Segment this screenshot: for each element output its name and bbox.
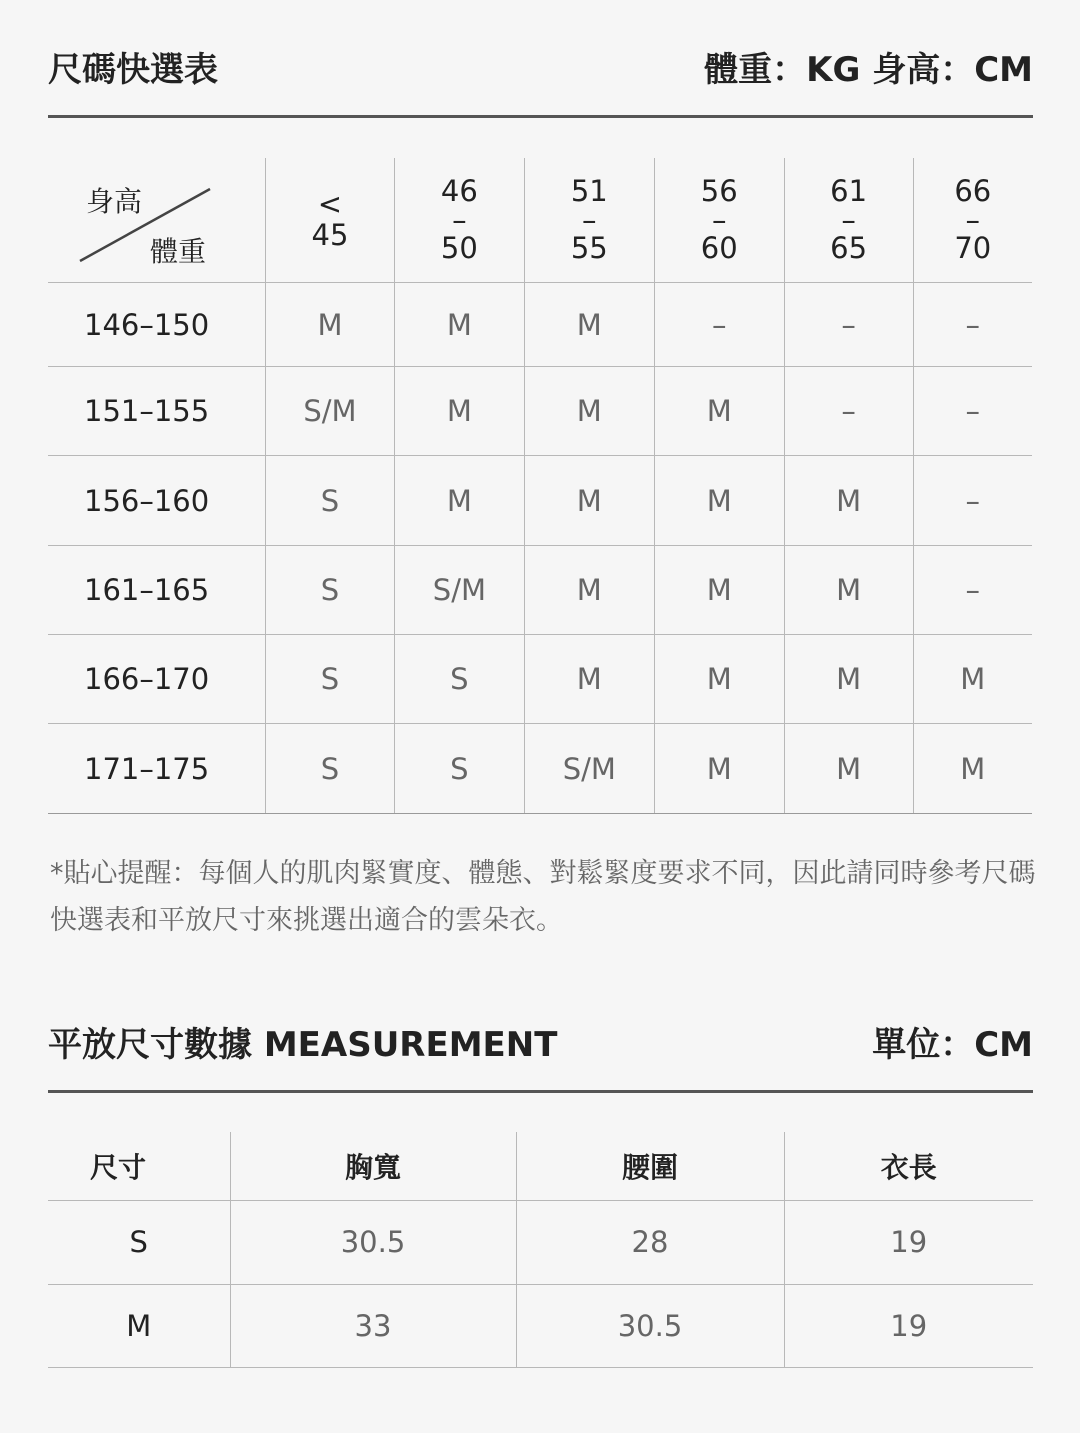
table-row	[48, 1284, 1033, 1367]
size-cell: M	[654, 456, 784, 546]
size-cell: M	[784, 546, 913, 635]
measurement-header	[48, 1015, 1033, 1067]
weight-top: 61	[830, 174, 868, 208]
size-cell: M	[654, 724, 784, 814]
weight-bottom: 55	[570, 231, 608, 265]
size-cell: M	[524, 283, 654, 367]
size-cell: M	[524, 546, 654, 635]
weight-dash: –	[711, 203, 727, 237]
corner-diagonal-line	[48, 158, 265, 282]
measurement-title: 平放尺寸數據 MEASUREMENT	[48, 1024, 558, 1065]
size-cell: –	[913, 367, 1032, 456]
weight-header-row	[48, 158, 1032, 283]
size-cell: M	[394, 456, 524, 546]
corner-weight-label: 體重	[150, 235, 207, 268]
size-cell: S/M	[394, 546, 524, 635]
weight-top: 46	[440, 174, 478, 208]
waist-value: 30.5	[516, 1284, 784, 1367]
height-range-label: 161–165	[48, 546, 266, 635]
size-cell: S	[266, 546, 395, 635]
size-cell: S/M	[524, 724, 654, 814]
size-cell: M	[394, 367, 524, 456]
size-label: S	[48, 1200, 230, 1284]
size-cell: M	[654, 546, 784, 635]
size-cell: M	[524, 367, 654, 456]
size-cell: M	[784, 456, 913, 546]
size-cell: M	[524, 635, 654, 724]
weight-col-0	[266, 158, 395, 283]
table-row	[48, 456, 1032, 546]
quick-chart-header	[48, 40, 1033, 92]
measurement-units: 單位：CM	[872, 1024, 1033, 1065]
weight-bottom: 70	[954, 231, 992, 265]
weight-dash: –	[452, 203, 467, 237]
weight-dash: –	[841, 203, 856, 237]
measurement-divider	[48, 1090, 1033, 1093]
size-cell: M	[784, 635, 913, 724]
size-cell: M	[784, 724, 913, 814]
measurement-header-row	[48, 1132, 1033, 1200]
weight-bottom: 65	[830, 231, 868, 265]
col-header-length: 衣長	[784, 1132, 1033, 1200]
weight-col-4	[784, 158, 913, 283]
weight-col-2	[524, 158, 654, 283]
weight-col-5	[913, 158, 1032, 283]
measurement-table	[48, 1132, 1033, 1368]
size-cell: M	[394, 283, 524, 367]
weight-col-1	[394, 158, 524, 283]
size-cell: S	[394, 724, 524, 814]
size-cell: M	[913, 635, 1032, 724]
height-range-label: 171–175	[48, 724, 266, 814]
size-cell: S	[266, 635, 395, 724]
size-cell: M	[524, 456, 654, 546]
table-row	[48, 546, 1032, 635]
corner-cell	[48, 158, 266, 283]
size-cell: –	[654, 283, 784, 367]
quick-size-table	[48, 158, 1032, 814]
waist-value: 28	[516, 1200, 784, 1284]
size-cell: –	[913, 283, 1032, 367]
height-range-label: 166–170	[48, 635, 266, 724]
size-cell: –	[913, 456, 1032, 546]
size-cell: M	[654, 635, 784, 724]
size-label: M	[48, 1284, 230, 1367]
weight-bottom: 50	[440, 231, 478, 265]
table-row	[48, 283, 1032, 367]
col-header-chest: 胸寬	[230, 1132, 516, 1200]
length-value: 19	[784, 1200, 1033, 1284]
size-cell: –	[913, 546, 1032, 635]
length-value: 19	[784, 1284, 1033, 1367]
height-range-label: 156–160	[48, 456, 266, 546]
table-row	[48, 635, 1032, 724]
table-row	[48, 1200, 1033, 1284]
size-cell: –	[784, 283, 913, 367]
weight-top: 51	[570, 174, 608, 208]
col-header-size: 尺寸	[48, 1132, 230, 1200]
size-cell: –	[784, 367, 913, 456]
weight-bottom: 60	[700, 231, 738, 265]
weight-dash: –	[582, 203, 597, 237]
size-cell: S	[394, 635, 524, 724]
weight-bottom: 45	[311, 218, 349, 252]
table-row	[48, 724, 1032, 814]
quick-chart-units: 體重：KG 身高：CM	[704, 49, 1033, 90]
chest-value: 33	[230, 1284, 516, 1367]
height-range-label: 146–150	[48, 283, 266, 367]
weight-dash: –	[965, 203, 981, 237]
weight-top: <	[317, 187, 343, 221]
size-cell: M	[266, 283, 395, 367]
size-cell: M	[913, 724, 1032, 814]
height-range-label: 151–155	[48, 367, 266, 456]
corner-height-label: 身高	[86, 185, 143, 218]
size-cell: S	[266, 456, 395, 546]
fit-reminder-note: *貼心提醒：每個人的肌肉緊實度、體態、對鬆緊度要求不同，因此請同時參考尺碼快選表和平放尺寸來挑選出適合的雲朵衣。	[50, 858, 1036, 936]
weight-top: 66	[954, 174, 992, 208]
quick-chart-title: 尺碼快選表	[48, 49, 218, 90]
chest-value: 30.5	[230, 1200, 516, 1284]
size-cell: M	[654, 367, 784, 456]
quick-chart-divider	[48, 115, 1033, 118]
weight-col-3	[654, 158, 784, 283]
table-row	[48, 367, 1032, 456]
col-header-waist: 腰圍	[516, 1132, 784, 1200]
weight-top: 56	[700, 174, 738, 208]
size-cell: S/M	[266, 367, 395, 456]
size-cell: S	[266, 724, 395, 814]
